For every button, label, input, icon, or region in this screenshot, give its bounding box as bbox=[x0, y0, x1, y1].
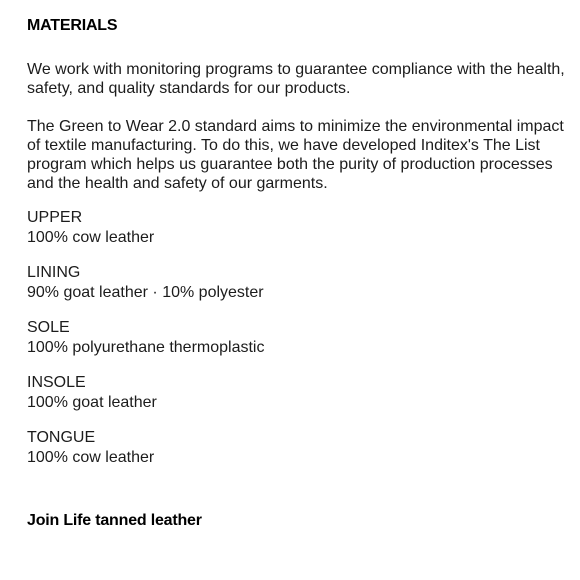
materials-heading: MATERIALS bbox=[27, 17, 118, 34]
join-life-heading: Join Life tanned leather bbox=[27, 512, 202, 529]
composition-value: 100% polyurethane thermoplastic bbox=[27, 339, 265, 356]
composition-value: 100% goat leather bbox=[27, 394, 157, 411]
composition-label: SOLE bbox=[27, 319, 70, 336]
composition-label: UPPER bbox=[27, 209, 83, 226]
composition-label: TONGUE bbox=[27, 429, 96, 446]
composition-value: 100% cow leather bbox=[27, 229, 155, 246]
composition-sole bbox=[27, 318, 264, 358]
composition-value: 90% goat leather · 10% polyester bbox=[27, 284, 264, 301]
compliance-text: We work with monitoring programs to guarantee compliance with the health, safety, and quality standards for our products. bbox=[27, 61, 565, 97]
composition-upper bbox=[27, 208, 154, 248]
composition-label: INSOLE bbox=[27, 374, 86, 391]
composition-tongue bbox=[27, 428, 154, 468]
green-to-wear-text: The Green to Wear 2.0 standard aims to minimize the environmental impact of textile manufacturing. To do this, we have developed Inditex's The List program which helps us guarantee both the purity of production processes and the health and safety of our garments. bbox=[27, 118, 564, 192]
composition-value: 100% cow leather bbox=[27, 449, 155, 466]
composition-lining bbox=[27, 263, 264, 303]
compliance-paragraph bbox=[27, 60, 567, 98]
green-to-wear-paragraph bbox=[27, 117, 567, 193]
composition-label: LINING bbox=[27, 264, 81, 281]
composition-insole bbox=[27, 373, 157, 413]
